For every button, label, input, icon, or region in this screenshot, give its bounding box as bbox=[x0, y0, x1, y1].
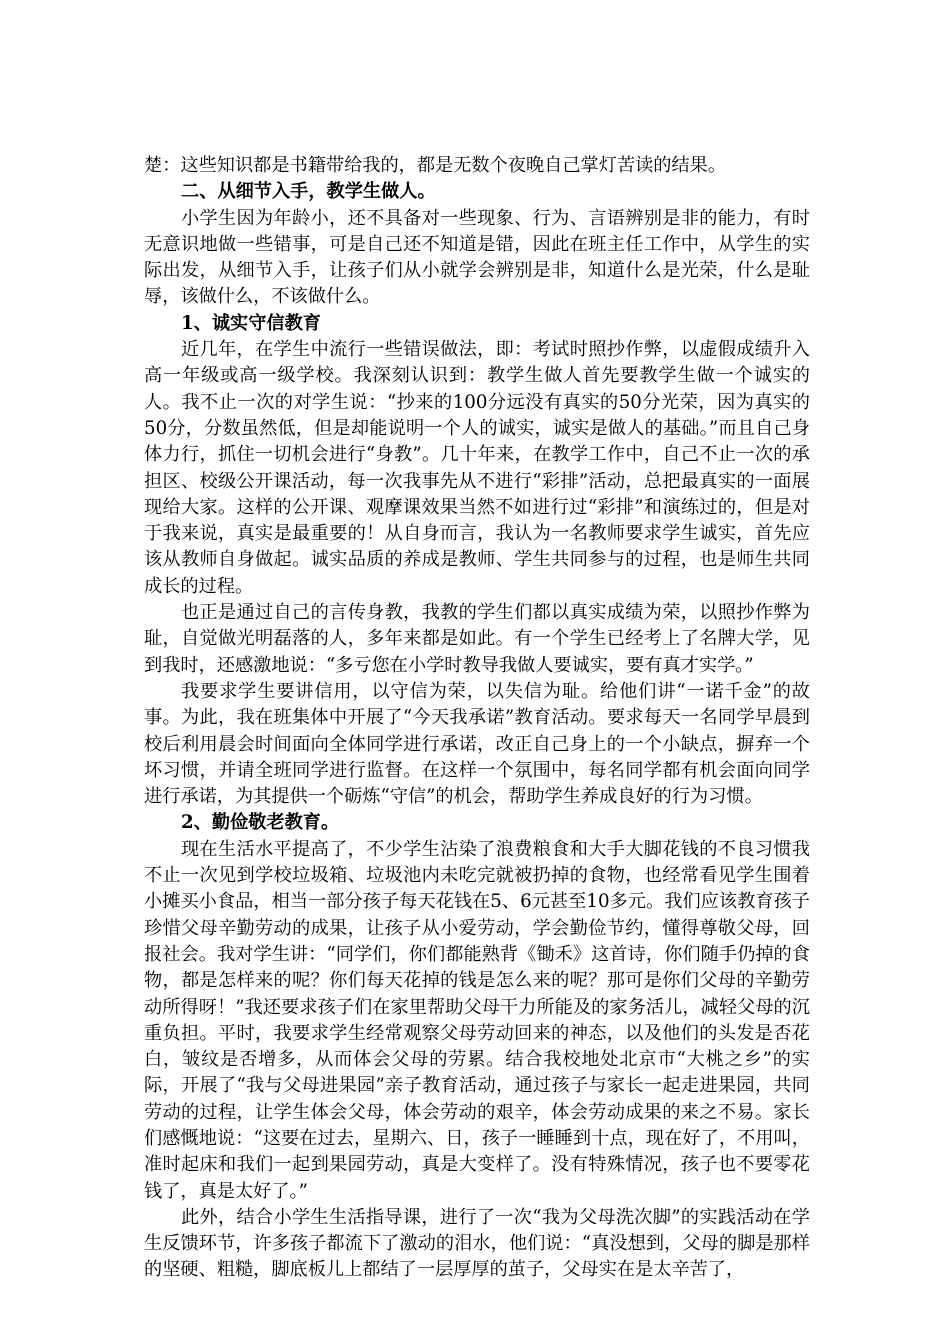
paragraph-continuation: 楚：这些知识都是书籍带给我的，都是无数个夜晚自己掌灯苦读的结果。 bbox=[144, 155, 727, 176]
paragraph: 我要求学生要讲信用，以守信为荣，以失信为耻。给他们讲“一诺千金”的故事。为此，我在班集体中开展了“今天我承诺”教育活动。要求每天一名同学早晨到校后利用晨会时间面向全体同学进行承诺，改正自己身上的一个小缺点，摒弃一个坏习惯，并请全班同学进行监督。在这样一个氛围中，每名同学都有机会面向同学进行承诺，为其提供一个砺炼“守信”的机会，帮助学生养成良好的行为习惯。 bbox=[144, 680, 810, 808]
subsection-heading-honesty: 1、诚实守信教育 bbox=[181, 312, 321, 334]
paragraph: 也正是通过自己的言传身教，我教的学生们都以真实成绩为荣，以照抄作弊为耻，自觉做光明磊落的人，多年来都是如此。有一个学生已经考上了名牌大学，见到我时，还感激地说：“多亏您在小学时教导我做人要诚实，要有真才实学。” bbox=[144, 602, 810, 676]
subsection-heading-thrift: 2、勤俭敬老教育。 bbox=[181, 812, 340, 834]
paragraph: 小学生因为年龄小，还不具备对一些现象、行为、言语辨别是非的能力，有时无意识地做一些错事，可是自己还不知道是错，因此在班主任工作中，从学生的实际出发，从细节入手，让孩子们从小就学会辨别是非，知道什么是光荣，什么是耻辱，该做什么，不该做什么。 bbox=[144, 207, 810, 308]
document-page bbox=[144, 153, 810, 1284]
paragraph: 近几年，在学生中流行一些错误做法，即：考试时照抄作弊，以虚假成绩升入高一年级或高一级学校。我深刻认识到：教学生做人首先要教学生做一个诚实的人。我不止一次的对学生说：“抄来的100分远没有真实的50分光荣，因为真实的50分，分数虽然低，但是却能说明一个人的诚实，诚实是做人的基础。”而且自己身体力行，抓住一切机会进行“身教”。几十年来，在教学工作中，自己不止一次的承担区、校级公开课活动，每一次我事先从不进行“彩排”活动，总把最真实的一面展现给大家。这样的公开课、观摩课效果当然不如进行过“彩排”和演练过的，但是对于我来说，真实是最重要的！从自身而言，我认为一名教师要求学生诚实，首先应该从教师自身做起。诚实品质的养成是教师、学生共同参与的过程，也是师生共同成长的过程。 bbox=[144, 339, 810, 597]
paragraph: 现在生活水平提高了，不少学生沾染了浪费粮食和大手大脚花钱的不良习惯我不止一次见到学校垃圾箱、垃圾池内未吃完就被扔掉的食物，也经常看见学生围着小摊买小食品，相当一部分孩子每天花钱在5、6元甚至10多元。我们应该教育孩子珍惜父母辛勤劳动的成果，让孩子从小爱劳动，学会勤俭节约，懂得尊敬父母，回报社会。我对学生讲：“同学们，你们都能熟背《锄禾》这首诗，你们随手仍掉的食物，都是怎样来的呢？你们每天花掉的钱是怎么来的呢？那可是你们父母的辛勤劳动所得呀！”我还要求孩子们在家里帮助父母干力所能及的家务活儿，减轻父母的沉重负担。平时，我要求学生经常观察父母劳动回来的神态，以及他们的头发是否花白，皱纹是否增多，从而体会父母的劳累。结合我校地处北京市“大桃之乡”的实际，开展了“我与父母进果园”亲子教育活动，通过孩子与家长一起走进果园，共同劳动的过程，让学生体会父母，体会劳动的艰辛，体会劳动成果的来之不易。家长们感慨地说：“这要在过去，星期六、日，孩子一睡睡到十点，现在好了，不用叫，准时起床和我们一起到果园劳动，真是大变样了。没有特殊情况，孩子也不要零花钱了，真是太好了。” bbox=[144, 838, 810, 1202]
section-heading: 二、从细节入手，教学生做人。 bbox=[181, 181, 436, 203]
paragraph: 此外，结合小学生生活指导课，进行了一次“我为父母洗次脚”的实践活动在学生反馈环节，许多孩子都流下了激动的泪水，他们说：“真没想到，父母的脚是那样的坚硬、粗糙，脚底板儿上都结了一层厚厚的茧子，父母实在是太辛苦了， bbox=[144, 1206, 810, 1281]
